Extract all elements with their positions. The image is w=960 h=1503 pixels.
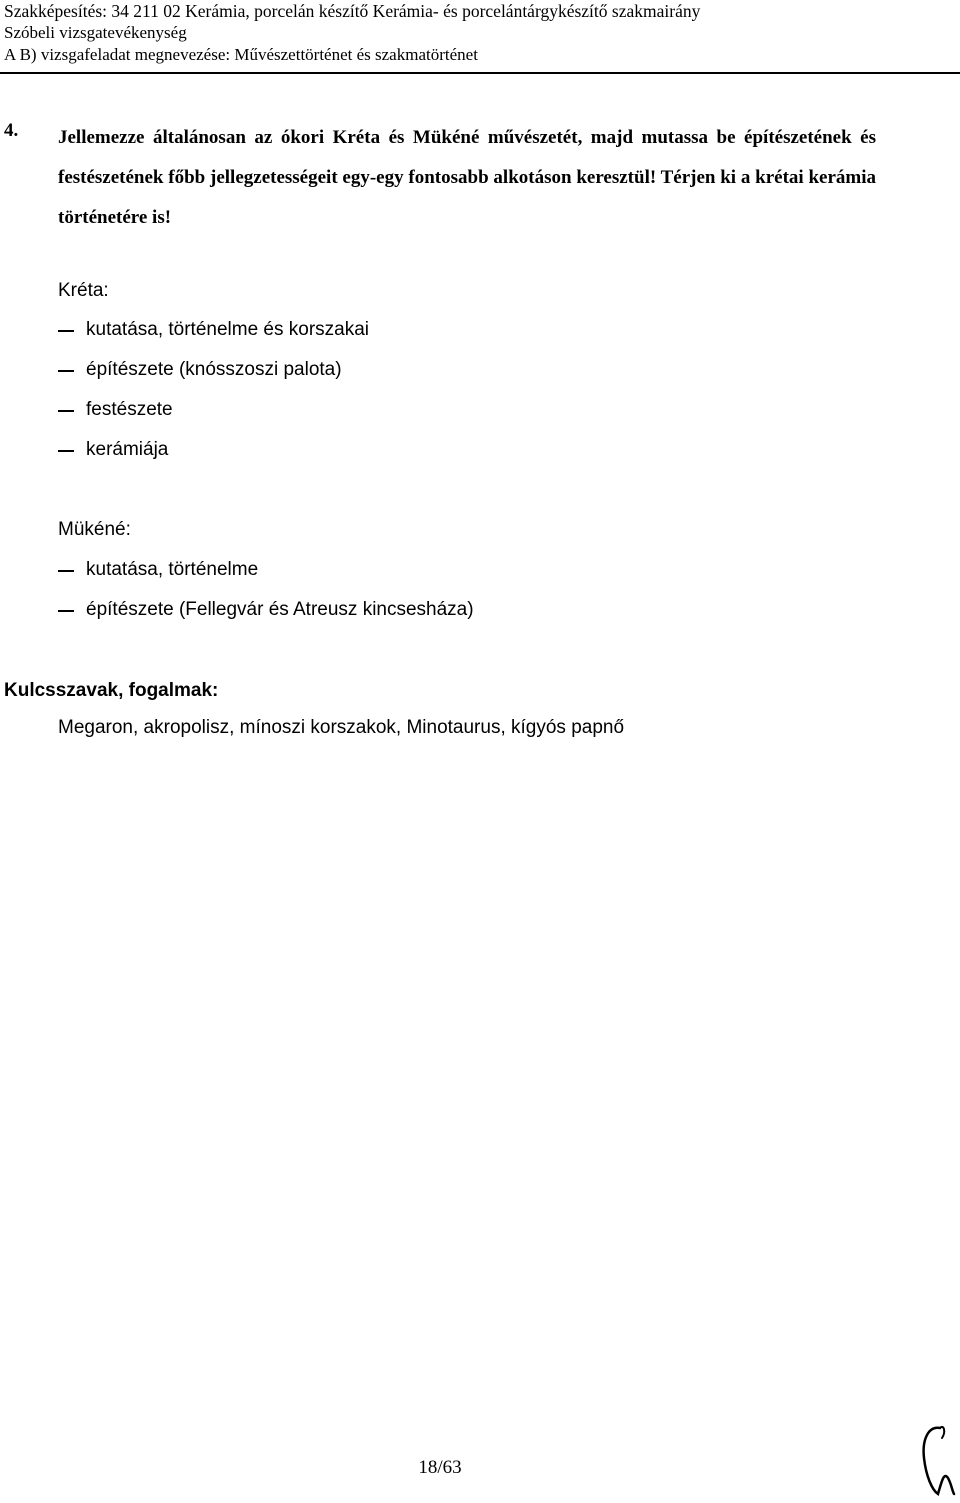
- header-exam-activity: Szóbeli vizsgatevékenység: [4, 23, 187, 42]
- dash-bullet: [58, 610, 74, 612]
- dash-bullet: [58, 450, 74, 452]
- question-number: 4.: [4, 120, 19, 141]
- list-item-text: kutatása, történelme: [86, 559, 259, 580]
- keywords-title: Kulcsszavak, fogalmak:: [4, 680, 219, 701]
- section-title-kreta: Kréta:: [58, 280, 109, 301]
- header-qualification: Szakképesítés: 34 211 02 Kerámia, porcelán készítő Kerámia- és porcelántárgykészítő szakmairány: [4, 1, 701, 21]
- section-title-mukene: Mükéné:: [58, 519, 131, 540]
- list-item-text: építészete (Fellegvár és Atreusz kincsesháza): [86, 599, 474, 620]
- list-item-text: építészete (knósszoszi palota): [86, 359, 342, 380]
- header-task-name: A B) vizsgafeladat megnevezése: Művészettörténet és szakmatörténet: [4, 45, 478, 64]
- dash-bullet: [58, 370, 74, 372]
- dash-bullet: [58, 570, 74, 572]
- question-text: Jellemezze általánosan az ókori Kréta és Mükéné művészetét, majd mutassa be építészetének és festészetének főbb jellegzetességeit egy-egy fontosabb alkotáson keresztül! Térjen ki a krétai kerámia történetére is!: [58, 127, 876, 228]
- list-item-text: kerámiája: [86, 439, 169, 460]
- document-header: [4, 0, 956, 66]
- page-number: 18/63: [418, 1457, 462, 1478]
- dash-bullet: [58, 330, 74, 332]
- keywords-text: Megaron, akropolisz, mínoszi korszakok, Minotaurus, kígyós papnő: [58, 717, 625, 738]
- list-item-text: kutatása, történelme és korszakai: [86, 319, 370, 340]
- header-divider: [0, 72, 960, 74]
- list-item-text: festészete: [86, 399, 173, 420]
- signature-mark: [918, 1420, 958, 1500]
- dash-bullet: [58, 410, 74, 412]
